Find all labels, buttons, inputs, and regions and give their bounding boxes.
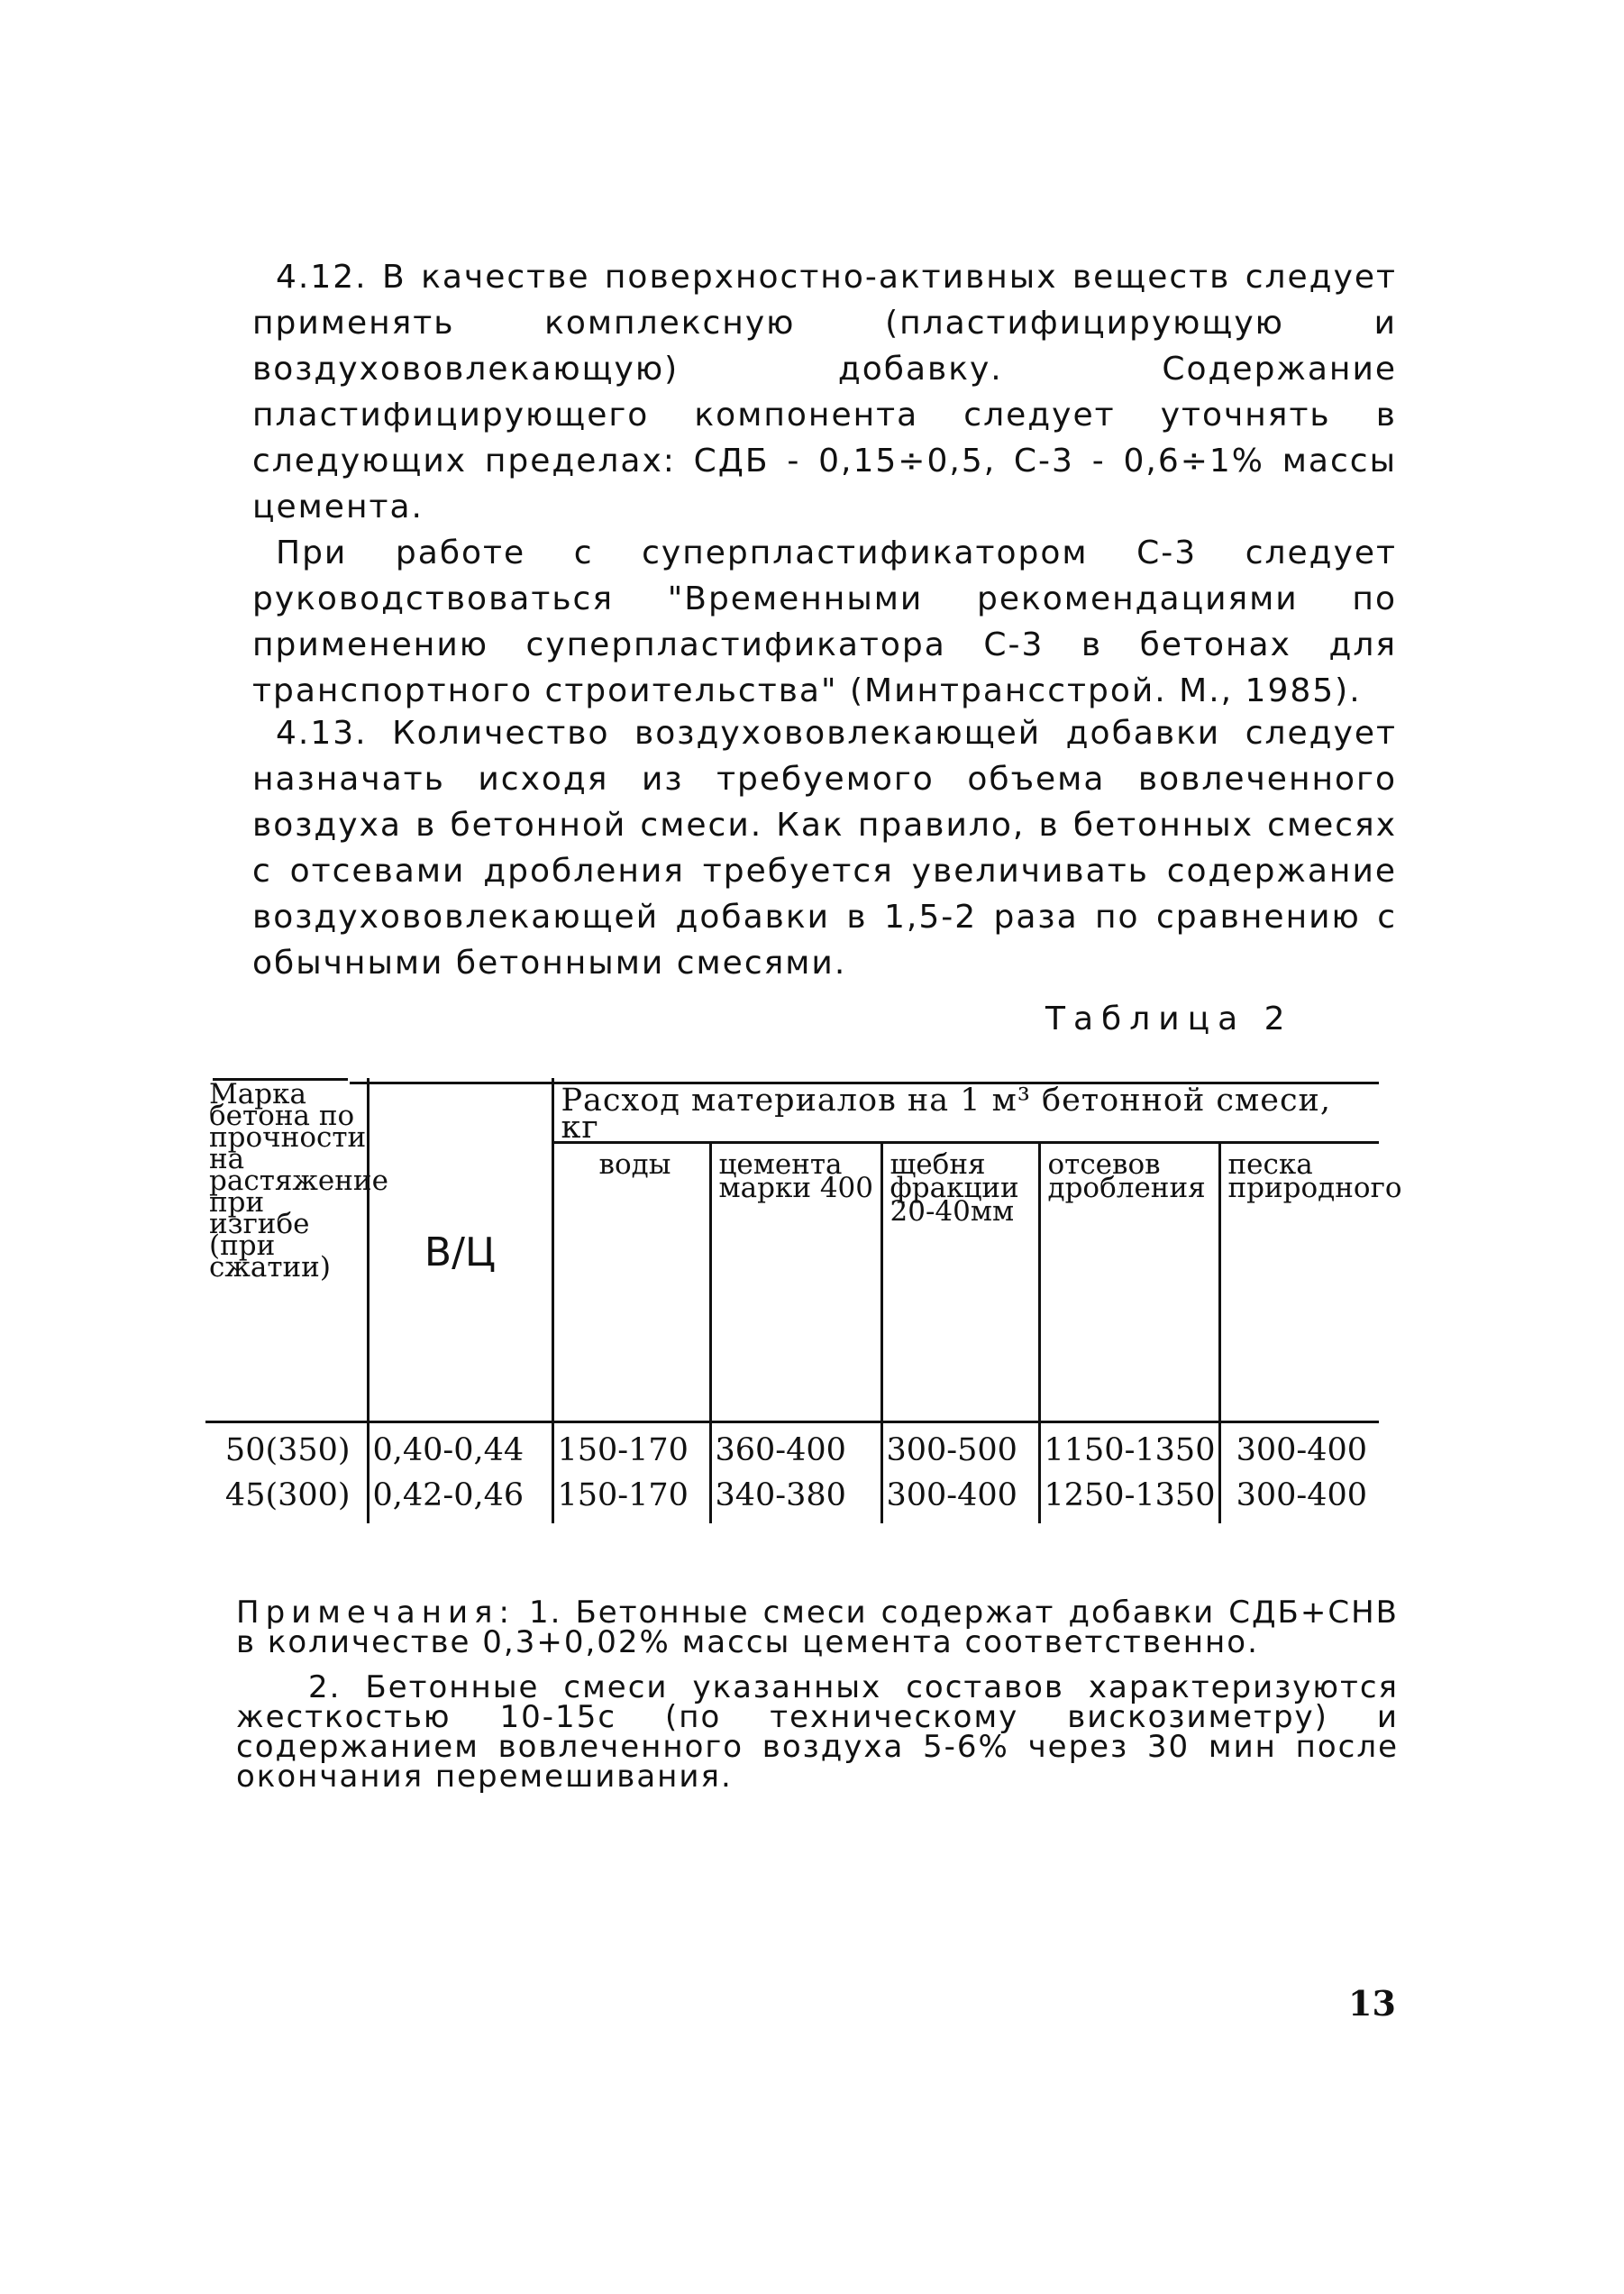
- notes: [236, 1595, 1400, 1795]
- header-cement: цемента марки 400: [710, 1143, 881, 1428]
- cell-sand: 300-400: [1236, 1431, 1367, 1468]
- paragraph-superplasticizer: При работе с суперпластификатором С-3 следует руководствоваться "Временными рекомендациями по применению суперпластификатора С-3 в бетонах для транспортного строительства" (Минтрансстрой. М., 1985).: [252, 535, 1397, 709]
- header-sand: песка природного: [1227, 1148, 1402, 1204]
- cell-wc: 0,40-0,44: [368, 1428, 552, 1473]
- cell-sand: 300-400: [1236, 1476, 1367, 1513]
- header-gravel: щебня фракции 20-40мм: [881, 1143, 1039, 1428]
- header-water-cement: В/Ц: [368, 1078, 552, 1428]
- cell-screenings: 1250-1350: [1039, 1473, 1219, 1523]
- cell-gravel: 300-400: [881, 1473, 1039, 1523]
- notes-label: Примечания:: [236, 1595, 515, 1631]
- cell-water: 150-170: [552, 1473, 710, 1523]
- paragraph-4-13: 4.13. Количество воздухововлекающей добавки следует назначать исходя из требуемого объема вовлеченного воздуха в бетонной смеси. Как правило, в бетонных смесях с отсевами дробления требуется увеличивать содержание воздухововлекающей добавки в 1,5-2 раза по сравнению с обычными бетонными смесями.: [252, 715, 1397, 982]
- page-number: 13: [1348, 1983, 1396, 2024]
- cell-cement: 340-380: [710, 1473, 881, 1523]
- cell-gravel: 300-500: [881, 1428, 1039, 1473]
- materials-table: [205, 1078, 1402, 1523]
- note-2: 2. Бетонные смеси указанных составов характеризуются жесткостью 10-15с (по техническому вискозиметру) и содержанием вовлеченного воздуха 5-6% через 30 мин после окончания перемешивания.: [236, 1669, 1399, 1795]
- header-water: воды: [552, 1143, 710, 1428]
- header-grade: Марка бетона по прочности на растяжение при изгибе (при сжатии): [205, 1078, 368, 1428]
- table-row: [205, 1473, 1379, 1523]
- cell-screenings: 1150-1350: [1039, 1428, 1219, 1473]
- table-caption: Таблица 2: [1045, 1001, 1293, 1037]
- header-material-consumption: Расход материалов на 1 м³ бетонной смеси, кг: [552, 1078, 1379, 1143]
- table-row: [205, 1428, 1379, 1473]
- cell-cement: 360-400: [710, 1428, 881, 1473]
- cell-grade: 45(300): [205, 1473, 368, 1523]
- cell-grade: 50(350): [205, 1428, 368, 1473]
- note-1: 1. Бетонные смеси содержат добавки СДБ+СНВ в количестве 0,3+0,02% массы цемента соответственно.: [236, 1595, 1400, 1660]
- cell-wc: 0,42-0,46: [368, 1473, 552, 1523]
- note-1-paragraph: [236, 1595, 1400, 1660]
- cell-water: 150-170: [552, 1428, 710, 1473]
- header-screenings: отсевов дробления: [1039, 1143, 1219, 1428]
- paragraph-4-12: 4.12. В качестве поверхностно-активных веществ следует применять комплексную (пластифицирующую и воздухововлекающую) добавку. Содержание пластифицирующего компонента следует уточнять в следующих пределах: СДБ - 0,15÷0,5, С-3 - 0,6÷1% массы цемента.: [252, 259, 1397, 526]
